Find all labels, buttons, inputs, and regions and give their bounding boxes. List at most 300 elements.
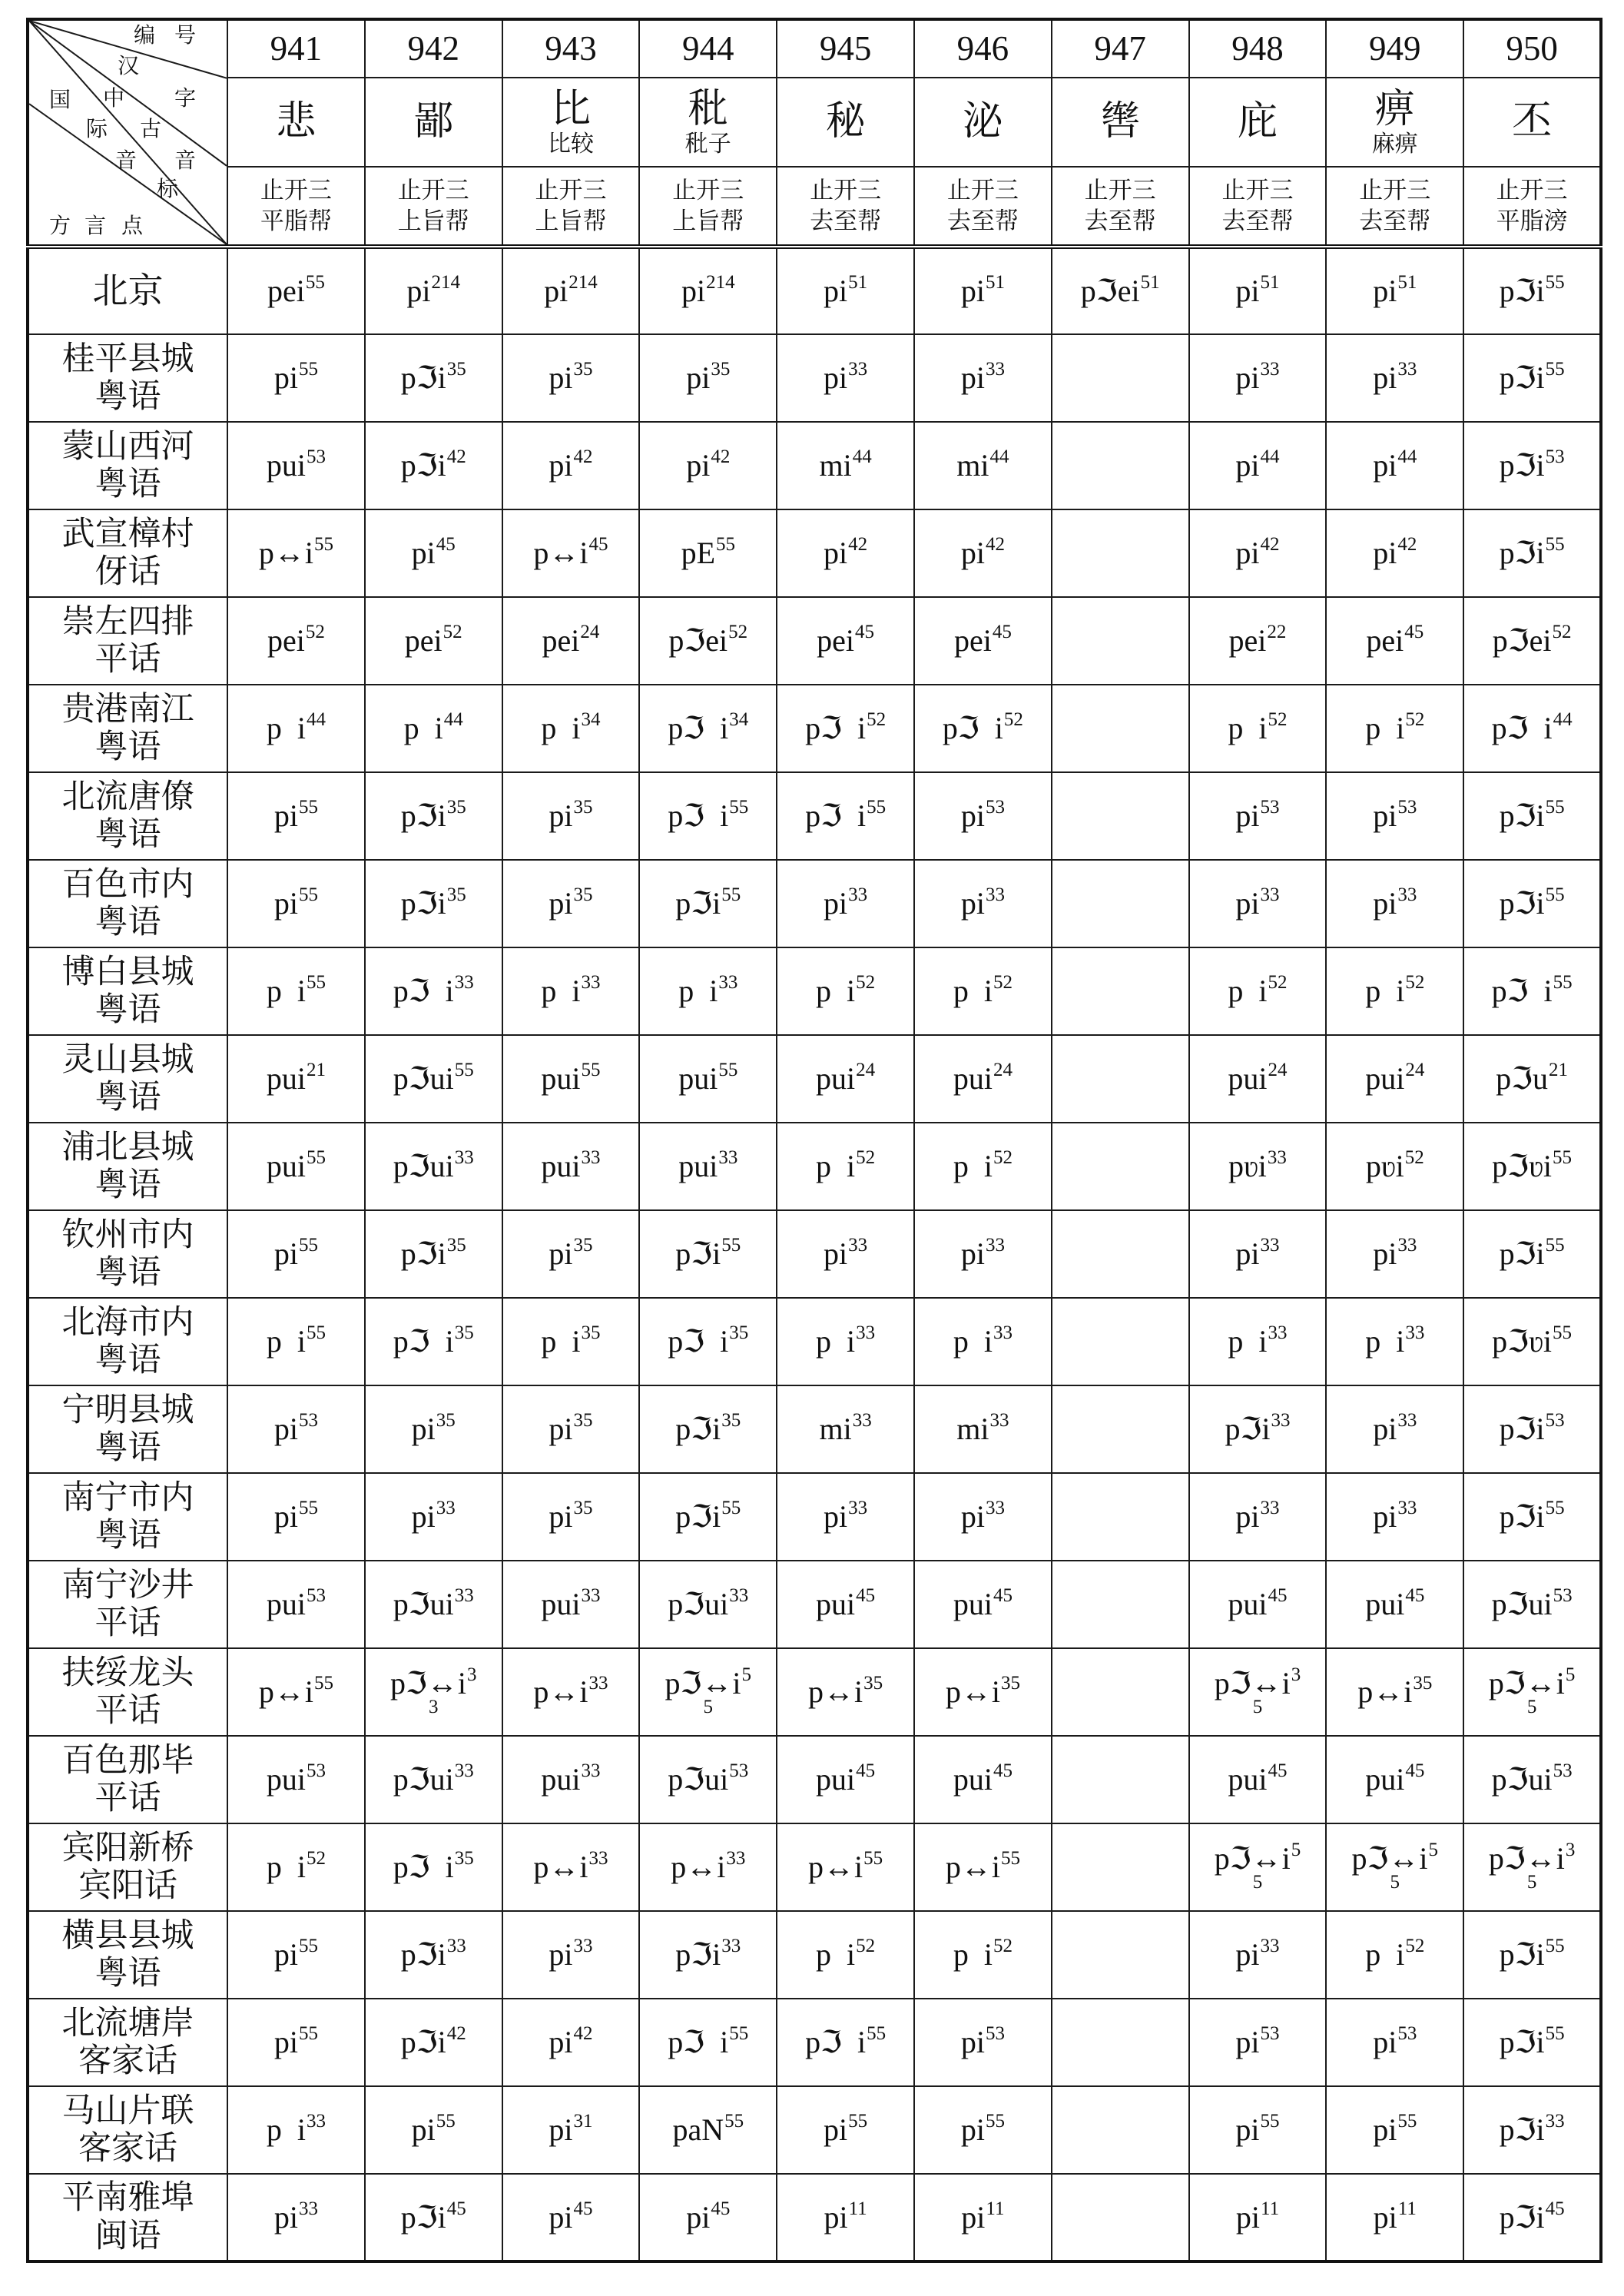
tone-value: 33	[985, 1235, 1005, 1256]
ipa-segment: pi	[960, 1236, 985, 1271]
ipa-segment: pℑ i	[393, 1324, 454, 1359]
tone-value: 55	[298, 2023, 318, 2044]
pronunciation-cell	[502, 1123, 640, 1210]
ipa-segment: pi	[824, 1236, 848, 1271]
pronunciation-cell	[227, 772, 365, 860]
ipa-segment: pei	[1366, 623, 1404, 658]
column-character: 泌	[963, 100, 1003, 144]
column-character-cell	[1052, 78, 1189, 167]
ipa-segment: pℑ↔i	[1488, 1665, 1565, 1700]
tone-value: 35	[446, 359, 466, 380]
ipa-transcription	[549, 2023, 593, 2059]
ipa-segment: pi	[824, 886, 848, 921]
ipa-segment: pℑui	[668, 1762, 729, 1797]
ipa-transcription	[541, 709, 601, 745]
ipa-transcription	[1365, 1585, 1425, 1621]
dialect-point-name: 宁明县城	[61, 1392, 194, 1428]
corner-diagonal-header	[29, 21, 227, 244]
tone-value: 55	[721, 1498, 741, 1518]
pronunciation-cell	[914, 1648, 1052, 1736]
ipa-segment: pℑu	[1496, 1061, 1549, 1096]
column-category-line: 止开三	[1084, 176, 1156, 204]
ipa-segment: pui	[266, 1762, 306, 1797]
tone-value: 45	[588, 534, 608, 555]
tone-value: 45	[1404, 622, 1424, 642]
ipa-transcription	[403, 709, 463, 745]
ipa-transcription	[678, 1060, 738, 1096]
tone-value: 52	[305, 622, 325, 642]
ipa-segment: pi	[549, 448, 573, 483]
tone-value: 55	[1545, 884, 1565, 905]
column-character: 比	[550, 87, 591, 131]
ipa-segment: pi	[1373, 448, 1397, 483]
column-character-cell	[914, 78, 1052, 167]
pronunciation-cell	[502, 1473, 640, 1561]
corner-label-ipa: 际	[85, 118, 108, 141]
pronunciation-cell	[1463, 422, 1601, 509]
ipa-transcription	[686, 359, 731, 395]
pronunciation-cell	[777, 1561, 914, 1648]
corner-label-number: 号	[174, 24, 197, 48]
ipa-transcription	[1499, 2023, 1565, 2059]
dialect-point-cell	[28, 1561, 227, 1648]
header-row-number	[28, 19, 1601, 78]
tone-value: 21	[306, 1060, 326, 1080]
ipa-segment: pi	[273, 360, 298, 395]
dialect-point-cell	[28, 1999, 227, 2086]
dialect-row	[28, 1648, 1601, 1736]
tone-value: 24	[856, 1060, 876, 1080]
pronunciation-cell	[639, 1298, 777, 1385]
tone-value: 42	[711, 446, 731, 467]
pronunciation-cell	[365, 334, 502, 422]
ipa-transcription	[1491, 1585, 1573, 1621]
pronunciation-cell	[1326, 772, 1463, 860]
ipa-segment: pℑ↔i	[1351, 1840, 1428, 1876]
pronunciation-cell	[227, 1123, 365, 1210]
tone-value: 34	[581, 709, 601, 730]
ipa-transcription	[678, 972, 738, 1008]
ipa-transcription	[400, 884, 466, 921]
ipa-segment: pℑui	[1491, 1587, 1553, 1621]
dialect-point-name: 博白县城	[61, 954, 194, 990]
tone-value: 45	[856, 1760, 876, 1781]
pronunciation-cell	[502, 1999, 640, 2086]
ipa-transcription	[953, 1322, 1013, 1359]
ipa-segment: pℑi	[400, 2199, 446, 2235]
ipa-transcription	[549, 1498, 593, 1534]
ipa-segment: p i	[678, 974, 718, 1008]
dialect-point-name: 贵港南江	[61, 691, 194, 728]
ipa-segment: p↔i	[1357, 1674, 1413, 1709]
ipa-segment: pei	[267, 274, 305, 308]
tone-value: 5	[741, 1664, 752, 1685]
tone-value: 33	[718, 1147, 738, 1168]
ipa-transcription	[945, 1848, 1020, 1884]
pronunciation-cell	[639, 2174, 777, 2261]
ipa-segment: pℑi	[1225, 1412, 1271, 1446]
ipa-segment: pℑi	[675, 1236, 721, 1271]
ipa-segment: pi	[1373, 360, 1397, 395]
column-category-line: 止开三	[1221, 176, 1294, 204]
pronunciation-cell	[365, 1385, 502, 1473]
dialect-point-cell	[28, 1123, 227, 1210]
dialect-row	[28, 1035, 1601, 1123]
column-number: 941	[227, 19, 365, 78]
tone-value: 55	[298, 1498, 318, 1518]
tone-value: 11	[1397, 2198, 1417, 2219]
ipa-transcription	[273, 1235, 318, 1271]
tone-value-continued: 5	[703, 1696, 714, 1717]
ipa-segment: p i	[953, 1149, 993, 1183]
pronunciation-cell	[639, 685, 777, 772]
column-category-line: 止开三	[535, 176, 607, 204]
ipa-transcription	[1228, 1147, 1287, 1183]
ipa-transcription	[273, 1410, 318, 1446]
ipa-transcription	[541, 1585, 601, 1621]
corner-label-ipa: 标	[156, 178, 179, 201]
pronunciation-cell	[777, 1823, 914, 1911]
pronunciation-cell	[502, 860, 640, 947]
tone-value: 3	[1565, 1839, 1576, 1860]
ipa-transcription	[1235, 1498, 1280, 1534]
ipa-transcription	[668, 1760, 749, 1797]
ipa-transcription	[1214, 1839, 1301, 1893]
pronunciation-cell	[1463, 685, 1601, 772]
corner-label-middle-chinese: 古	[139, 118, 162, 141]
pronunciation-cell	[1326, 1385, 1463, 1473]
dialect-row	[28, 947, 1601, 1035]
tone-value: 55	[1545, 272, 1565, 293]
pronunciation-cell	[777, 2086, 914, 2174]
pronunciation-cell	[777, 1911, 914, 1999]
pronunciation-cell	[1052, 422, 1189, 509]
pronunciation-cell	[1052, 2086, 1189, 2174]
ipa-transcription	[817, 622, 875, 658]
ipa-transcription	[393, 1060, 474, 1096]
ipa-transcription	[1491, 972, 1573, 1008]
column-category-line: 止开三	[672, 176, 744, 204]
ipa-segment: pi	[273, 2025, 298, 2059]
pronunciation-cell	[227, 597, 365, 685]
tone-value: 33	[848, 1235, 868, 1256]
dialect-point-cell	[28, 1823, 227, 1911]
tone-value: 55	[1552, 1322, 1572, 1343]
pronunciation-cell	[1052, 1561, 1189, 1648]
ipa-segment: pi	[1235, 274, 1260, 308]
tone-value: 45	[992, 622, 1012, 642]
pronunciation-cell	[1326, 2174, 1463, 2261]
dialect-point-name: 马山片联	[61, 2092, 194, 2129]
tone-value: 55	[306, 1322, 326, 1343]
column-character-cell	[365, 78, 502, 167]
ipa-segment: pℑi	[1499, 536, 1545, 570]
tone-value: 35	[1413, 1673, 1433, 1694]
ipa-segment: pi	[549, 2112, 573, 2147]
ipa-segment: pi	[1373, 1236, 1397, 1271]
pronunciation-cell	[365, 860, 502, 947]
pronunciation-cell	[639, 1123, 777, 1210]
column-character: 秘	[825, 100, 866, 144]
ipa-segment: pℑi	[400, 448, 446, 483]
ipa-segment: pi	[1373, 274, 1397, 308]
dialect-row	[28, 597, 1601, 685]
ipa-transcription	[1499, 446, 1565, 483]
ipa-transcription	[1365, 1760, 1425, 1797]
ipa-transcription	[668, 1322, 749, 1359]
tone-value: 35	[573, 359, 593, 380]
tone-value: 22	[1267, 622, 1287, 642]
tone-value: 33	[993, 1322, 1013, 1343]
pronunciation-cell	[777, 509, 914, 597]
ipa-transcription	[266, 1060, 326, 1096]
pronunciation-cell	[639, 1473, 777, 1561]
tone-value: 45	[1268, 1760, 1288, 1781]
tone-value: 55	[985, 2111, 1005, 2132]
pronunciation-cell	[502, 1385, 640, 1473]
pronunciation-cell	[1463, 597, 1601, 685]
pronunciation-cell	[1463, 1123, 1601, 1210]
pronunciation-cell	[777, 1123, 914, 1210]
ipa-segment: pℑ↔i	[389, 1665, 466, 1700]
ipa-transcription	[816, 1760, 876, 1797]
dialect-row	[28, 1473, 1601, 1561]
tone-value: 55	[867, 797, 887, 818]
tone-value: 33	[588, 1673, 608, 1694]
tone-value: 55	[306, 972, 326, 993]
ipa-segment: p i	[541, 711, 581, 745]
ipa-transcription	[267, 272, 325, 308]
ipa-transcription	[808, 1673, 883, 1709]
ipa-segment: mi	[819, 1412, 852, 1446]
pronunciation-cell	[777, 860, 914, 947]
column-category-line: 止开三	[397, 176, 469, 204]
ipa-segment: pi	[824, 1499, 848, 1534]
pronunciation-cell	[502, 1911, 640, 1999]
ipa-segment: pei	[817, 623, 855, 658]
tone-value: 11	[1261, 2198, 1280, 2219]
tone-value: 55	[1260, 2111, 1280, 2132]
ipa-segment: p i	[266, 1850, 306, 1884]
ipa-segment: p i	[541, 1324, 581, 1359]
ipa-segment: pui	[541, 1061, 581, 1096]
column-category-cell	[502, 167, 640, 247]
dialect-row	[28, 860, 1601, 947]
pronunciation-cell	[1326, 947, 1463, 1035]
ipa-transcription	[1235, 446, 1280, 483]
dialect-point-name: 粤语	[94, 1518, 161, 1554]
pronunciation-cell	[365, 1210, 502, 1298]
ipa-segment: pℑ↔i	[1214, 1840, 1291, 1876]
pronunciation-cell	[1189, 1736, 1327, 1823]
tone-value: 33	[721, 1936, 741, 1956]
pronunciation-cell	[1189, 1823, 1327, 1911]
tone-value: 33	[985, 884, 1005, 905]
ipa-transcription	[675, 1410, 741, 1446]
ipa-segment: pi	[411, 1412, 436, 1446]
tone-value: 33	[446, 1936, 466, 1956]
tone-value: 51	[848, 272, 868, 293]
tone-value: 44	[306, 709, 326, 730]
ipa-segment: pei	[404, 623, 442, 658]
ipa-segment: pℑi	[400, 360, 446, 395]
tone-value: 53	[1260, 797, 1280, 818]
dialect-point-name: 百色那毕	[61, 1742, 194, 1779]
tone-value: 45	[1545, 2198, 1565, 2219]
pronunciation-cell	[914, 247, 1052, 334]
pronunciation-cell	[502, 1823, 640, 1911]
pronunciation-cell	[1052, 947, 1189, 1035]
tone-value: 55	[863, 1848, 883, 1869]
tone-value: 33	[989, 1410, 1009, 1431]
tone-value: 33	[436, 1498, 456, 1518]
ipa-segment: pei	[542, 623, 580, 658]
column-category-cell	[1189, 167, 1327, 247]
dialect-point-cell	[28, 860, 227, 947]
column-category-cell	[777, 167, 914, 247]
pronunciation-cell	[227, 422, 365, 509]
dialect-point-cell	[28, 685, 227, 772]
ipa-transcription	[541, 1147, 601, 1183]
pronunciation-cell	[1463, 247, 1601, 334]
ipa-transcription	[665, 1664, 752, 1717]
dialect-point-cell	[28, 1035, 227, 1123]
ipa-transcription	[1373, 2111, 1417, 2147]
tone-value: 33	[454, 1147, 474, 1168]
dialect-point-name: 平话	[94, 642, 161, 678]
tone-value: 35	[454, 1848, 474, 1869]
column-number: 950	[1463, 19, 1601, 78]
column-character-gloss: 麻痹	[1371, 131, 1418, 158]
ipa-segment: pℑi	[1499, 274, 1545, 308]
tone-value: 52	[1405, 1936, 1425, 1956]
tone-value: 53	[306, 1760, 326, 1781]
pronunciation-cell	[502, 1298, 640, 1385]
ipa-transcription	[1235, 2023, 1280, 2059]
ipa-transcription	[824, 2198, 867, 2235]
header-corner-cell	[28, 19, 227, 247]
ipa-transcription	[1496, 1060, 1569, 1096]
pronunciation-cell	[914, 1035, 1052, 1123]
pronunciation-cell	[502, 334, 640, 422]
ipa-transcription	[1235, 797, 1280, 833]
tone-value: 51	[1260, 272, 1280, 293]
tone-value: 11	[986, 2198, 1005, 2219]
pronunciation-cell	[914, 422, 1052, 509]
tone-value: 33	[1397, 1235, 1417, 1256]
ipa-transcription	[541, 1322, 601, 1359]
tone-value: 33	[581, 972, 601, 993]
dialect-point-cell	[28, 1298, 227, 1385]
tone-value: 42	[573, 2023, 593, 2044]
ipa-transcription	[953, 1585, 1013, 1621]
pronunciation-cell	[639, 1210, 777, 1298]
ipa-segment: pℑi	[400, 798, 446, 833]
ipa-transcription	[816, 1585, 876, 1621]
ipa-segment: pi	[960, 1499, 985, 1534]
ipa-segment: pℑ i	[668, 798, 729, 833]
column-number: 945	[777, 19, 914, 78]
pronunciation-cell	[502, 597, 640, 685]
ipa-segment: p i	[953, 1937, 993, 1972]
column-character-cell	[227, 78, 365, 167]
pronunciation-cell	[502, 422, 640, 509]
pronunciation-cell	[1463, 334, 1601, 422]
pronunciation-cell	[1326, 685, 1463, 772]
ipa-segment: pi	[686, 2199, 711, 2235]
ipa-segment: pℑui	[393, 1587, 454, 1621]
ipa-transcription	[953, 972, 1013, 1008]
ipa-segment: pℑ i	[1491, 974, 1553, 1008]
tone-value: 44	[989, 446, 1009, 467]
ipa-transcription	[816, 1936, 876, 1972]
tone-value: 55	[721, 1235, 741, 1256]
ipa-transcription	[672, 2111, 744, 2147]
column-character: 庇	[1237, 100, 1278, 144]
ipa-segment: p i	[1365, 711, 1405, 745]
ipa-segment: pi	[824, 536, 848, 570]
ipa-segment: pi	[686, 360, 711, 395]
dialect-point-name: 崇左四排	[61, 603, 194, 640]
pronunciation-cell	[1463, 772, 1601, 860]
pronunciation-cell	[227, 1823, 365, 1911]
ipa-segment: p i	[266, 974, 306, 1008]
ipa-transcription	[824, 2111, 868, 2147]
column-category-line: 平脂滂	[1496, 207, 1568, 234]
ipa-segment: pui	[816, 1061, 856, 1096]
ipa-transcription	[808, 1848, 883, 1884]
ipa-transcription	[1235, 2198, 1280, 2235]
dialect-point-name: 粤语	[94, 1080, 161, 1116]
ipa-transcription	[411, 1498, 456, 1534]
column-number: 949	[1326, 19, 1463, 78]
ipa-transcription	[411, 534, 456, 570]
pronunciation-cell	[1463, 947, 1601, 1035]
ipa-segment: p↔i	[808, 1674, 863, 1709]
pronunciation-cell	[914, 1473, 1052, 1561]
pronunciation-cell	[1052, 772, 1189, 860]
corner-label-ipa: 国	[48, 88, 71, 112]
ipa-segment: pi	[411, 536, 436, 570]
ipa-transcription	[824, 359, 868, 395]
ipa-transcription	[668, 622, 748, 658]
ipa-segment: pui	[678, 1149, 718, 1183]
pronunciation-cell	[1463, 1911, 1601, 1999]
ipa-transcription	[1373, 359, 1417, 395]
pronunciation-cell	[227, 247, 365, 334]
ipa-transcription	[393, 1147, 474, 1183]
ipa-segment: pi	[549, 2199, 573, 2235]
dialect-row	[28, 509, 1601, 597]
pronunciation-cell	[914, 685, 1052, 772]
ipa-transcription	[824, 1498, 868, 1534]
pronunciation-cell	[639, 947, 777, 1035]
pronunciation-cell	[365, 1298, 502, 1385]
ipa-segment: pi	[960, 536, 985, 570]
tone-value: 35	[1000, 1673, 1020, 1694]
pronunciation-cell	[914, 1298, 1052, 1385]
tone-value: 55	[1545, 359, 1565, 380]
column-category-cell	[914, 167, 1052, 247]
ipa-segment: pi	[960, 2025, 985, 2059]
ipa-segment: pi	[1373, 2025, 1397, 2059]
ipa-segment: pi	[1373, 2112, 1397, 2147]
ipa-segment: pui	[1365, 1587, 1405, 1621]
tone-value: 33	[856, 1322, 876, 1343]
dialect-point-cell	[28, 509, 227, 597]
ipa-transcription	[549, 884, 593, 921]
dialect-point-name: 南宁市内	[61, 1479, 194, 1516]
